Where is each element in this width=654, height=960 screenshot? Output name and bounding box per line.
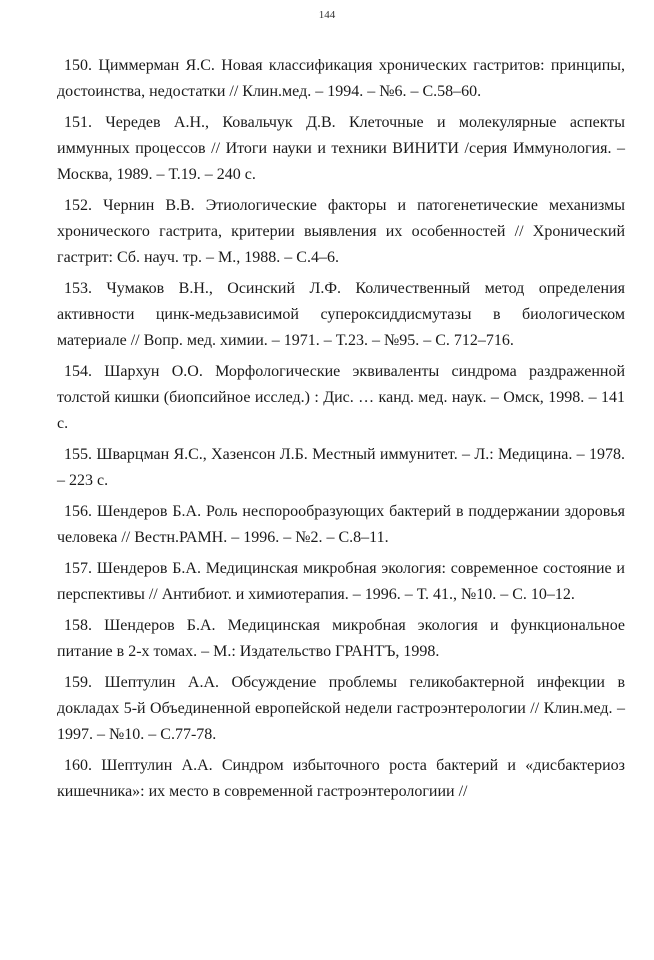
reference-list (57, 53, 625, 810)
reference-item: 152. Чернин В.В. Этиологические факторы и патогенетические механизмы хронического гастрита, критерии выявления их особенностей // Хронический гастрит: Сб. науч. тр. – М., 1988. – С.4–6. (57, 197, 625, 266)
reference-item: 159. Шептулин А.А. Обсуждение проблемы геликобактерной инфекции в докладах 5-й Объединенной европейской недели гастроэнтерологии // Клин.мед. – 1997. – №10. – С.77-78. (57, 674, 625, 743)
reference-item: 151. Чередев А.Н., Ковальчук Д.В. Клеточные и молекулярные аспекты иммунных процессов // Итоги науки и техники ВИНИТИ /серия Иммунология. – Москва, 1989. – Т.19. – 240 с. (57, 114, 625, 183)
reference-item: 160. Шептулин А.А. Синдром избыточного роста бактерий и «дисбактериоз кишечника»: их место в современной гастроэнтерологиии // (57, 757, 625, 800)
reference-item: 155. Шварцман Я.С., Хазенсон Л.Б. Местный иммунитет. – Л.: Медицина. – 1978. – 223 с. (57, 446, 625, 489)
reference-item: 154. Шархун О.О. Морфологические эквиваленты синдрома раздраженной толстой кишки (биопсийное исслед.) : Дис. … канд. мед. наук. – Омск, 1998. – 141 с. (57, 363, 625, 432)
page-number: 144 (318, 9, 336, 21)
reference-item: 157. Шендеров Б.А. Медицинская микробная экология: современное состояние и перспективы // Антибиот. и химиотерапия. – 1996. – Т. 41., №10. – С. 10–12. (57, 560, 625, 603)
reference-item: 158. Шендеров Б.А. Медицинская микробная экология и функциональное питание в 2-х томах. – М.: Издательство ГРАНТЪ, 1998. (57, 617, 625, 660)
reference-item: 150. Циммерман Я.С. Новая классификация хронических гастритов: принципы, достоинства, недостатки // Клин.мед. – 1994. – №6. – С.58–60. (57, 57, 625, 100)
reference-item: 156. Шендеров Б.А. Роль неспорообразующих бактерий в поддержании здоровья человека // Вестн.РАМН. – 1996. – №2. – С.8–11. (57, 503, 625, 546)
reference-item: 153. Чумаков В.Н., Осинский Л.Ф. Количественный метод определения активности цинк-медьзависимой супероксиддисмутазы в биологическом материале // Вопр. мед. химии. – 1971. – Т.23. – №95. – С. 712–716. (57, 280, 625, 349)
